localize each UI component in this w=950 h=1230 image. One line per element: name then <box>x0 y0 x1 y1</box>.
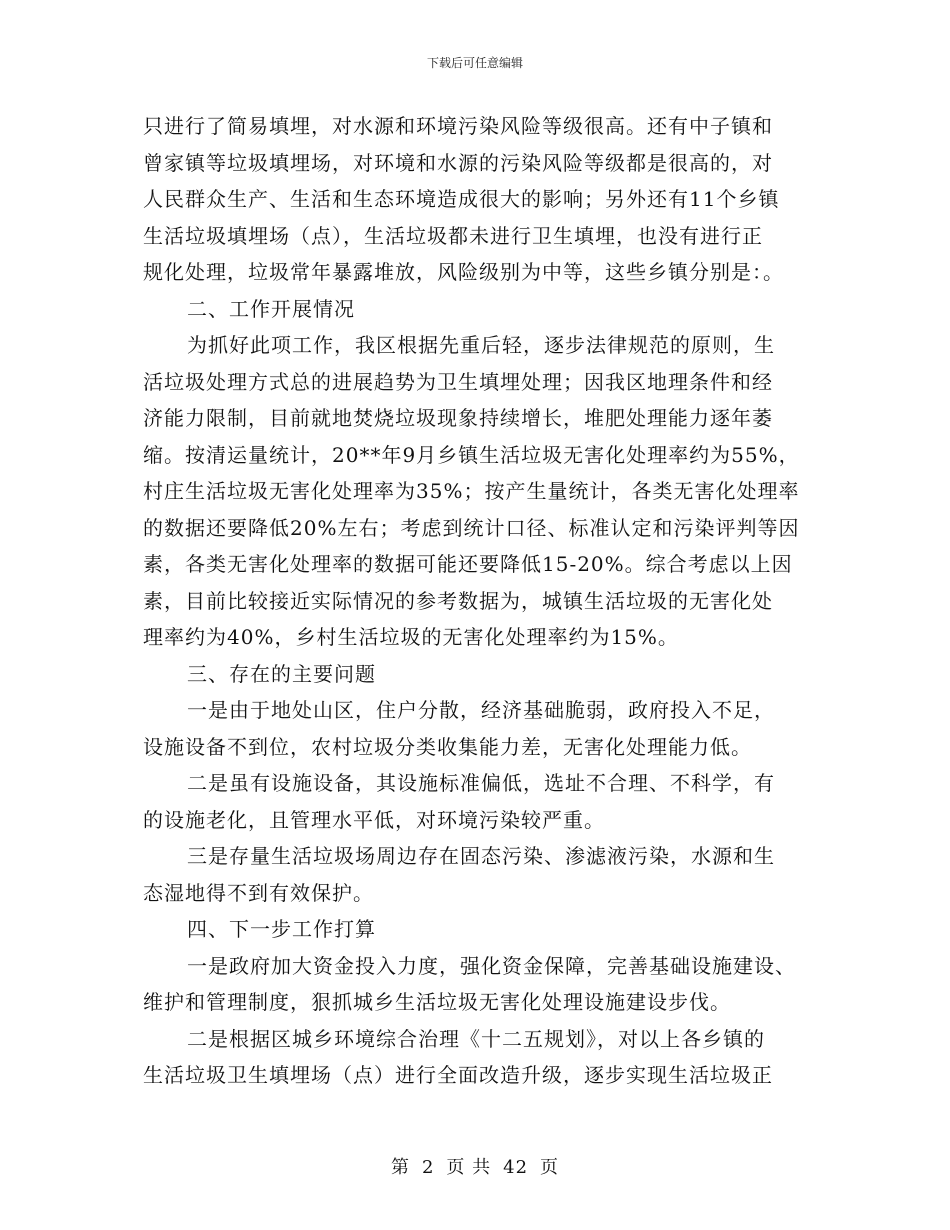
text-line: 规化处理，垃圾常年暴露堆放，风险级别为中等，这些乡镇分别是：。 <box>143 260 784 284</box>
text-line: 只进行了简易填埋，对水源和环境污染风险等级很高。还有中子镇和 <box>143 114 773 138</box>
text-line: 活垃圾处理方式总的进展趋势为卫生填埋处理；因我区地理条件和经 <box>143 369 773 394</box>
footer-page-number: 2 <box>421 1157 435 1178</box>
text-line: 曾家镇等垃圾填埋场，对环境和水源的污染风险等级都是很高的，对 <box>143 150 773 175</box>
text-line: 缩。按清运量统计，20**年9月乡镇生活垃圾无害化处理率约为55%， <box>143 442 800 467</box>
text-line: 的设施老化，且管理水平低，对环境污染较严重。 <box>143 807 605 832</box>
text-line: 二是虽有设施设备，其设施标准偏低，选址不合理、不科学，有 <box>187 771 775 795</box>
text-line: 四、下一步工作打算 <box>187 917 376 941</box>
body-text <box>143 108 813 1094</box>
text-line: 人民群众生产、生活和生态环境造成很大的影响；另外还有11个乡镇 <box>143 187 780 211</box>
text-line: 三是存量生活垃圾场周边存在固态污染、渗滤液污染，水源和生 <box>187 844 775 868</box>
text-line: 为抓好此项工作，我区根据先重后轻，逐步法律规范的原则，生 <box>187 333 775 357</box>
text-line: 生活垃圾填埋场（点），生活垃圾都未进行卫生填埋，也没有进行正 <box>143 223 763 248</box>
text-line: 态湿地得不到有效保护。 <box>143 880 374 905</box>
text-line: 二、工作开展情况 <box>187 296 355 321</box>
text-line: 设施设备不到位，农村垃圾分类收集能力差，无害化处理能力低。 <box>143 734 752 759</box>
text-line: 理率约为40%，乡村生活垃圾的无害化处理率约为15%。 <box>143 625 679 649</box>
page-footer <box>0 1153 950 1179</box>
footer-suffix: 页 <box>540 1157 560 1178</box>
text-line: 素，目前比较接近实际情况的参考数据为，城镇生活垃圾的无害化处 <box>143 588 773 613</box>
text-line: 的数据还要降低20%左右；考虑到统计口径、标准认定和污染评判等因 <box>143 515 800 540</box>
text-line: 村庄生活垃圾无害化处理率为35%；按产生量统计，各类无害化处理率 <box>143 479 800 503</box>
footer-prefix: 第 <box>390 1157 410 1178</box>
text-line: 济能力限制，目前就地焚烧垃圾现象持续增长，堆肥处理能力逐年萎 <box>143 406 773 430</box>
text-line: 素，各类无害化处理率的数据可能还要降低15-20%。综合考虑以上因 <box>143 552 793 576</box>
text-line: 一是由于地处山区，住户分散，经济基础脆弱，政府投入不足， <box>187 698 775 722</box>
text-line: 三、存在的主要问题 <box>187 661 376 686</box>
footer-middle: 页 共 <box>446 1157 492 1178</box>
footer-total-pages: 42 <box>503 1157 529 1178</box>
page-header: 下载后可任意编辑 <box>426 56 523 70</box>
text-line: 维护和管理制度，狠抓城乡生活垃圾无害化处理设施建设步伐。 <box>143 990 731 1014</box>
text-line: 生活垃圾卫生填埋场（点）进行全面改造升级，逐步实现生活垃圾正 <box>143 1063 773 1087</box>
text-line: 二是根据区城乡环境综合治理《十二五规划》，对以上各乡镇的 <box>187 1026 765 1051</box>
text-line: 一是政府加大资金投入力度，强化资金保障，完善基础设施建设、 <box>187 953 796 978</box>
